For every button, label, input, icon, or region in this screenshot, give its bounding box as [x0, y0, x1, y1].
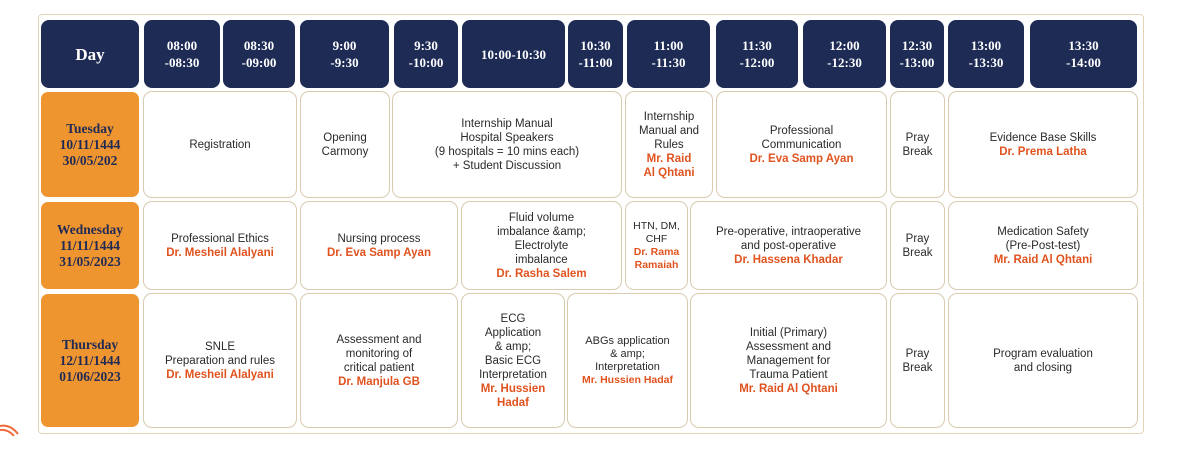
day-label: Thursday 12/11/1444 01/06/2023 — [59, 336, 121, 384]
day-label: Wednesday 11/11/1444 31/05/2023 — [56, 221, 124, 269]
slot-label: 9:00 -9:30 — [330, 38, 359, 70]
session-internship-speakers — [392, 91, 622, 198]
session-speaker: Mr. Hussien Hadaf — [480, 382, 546, 409]
slot-label: 10:30 -11:00 — [578, 38, 613, 70]
session-speaker: Mr. Raid Al Qhtani — [739, 382, 838, 395]
session-speaker: Dr. Mesheil Alalyani — [166, 368, 274, 381]
session-program-closing — [948, 293, 1138, 428]
slot-label: 10:00-10:30 — [481, 46, 546, 62]
session-pray-break — [890, 91, 945, 198]
session-title: Professional Communication — [761, 124, 842, 151]
session-ecg — [461, 293, 565, 428]
session-title: Evidence Base Skills — [989, 131, 1097, 144]
slot-label: 08:00 -08:30 — [164, 38, 200, 70]
header-day-label: Day — [75, 44, 105, 64]
session-title: Initial (Primary) Assessment and Management for Trauma Patient — [745, 326, 831, 381]
session-speaker: Dr. Rama Ramaiah — [633, 245, 680, 271]
session-title: ECG Application & amp; Basic ECG Interpretation — [479, 312, 547, 381]
header-slot-0800 — [144, 20, 220, 88]
session-speaker: Dr. Eva Samp Ayan — [749, 152, 854, 165]
session-title: Internship Manual and Rules — [638, 110, 700, 151]
session-title: Pre-operative, intraoperative and post-operative — [715, 225, 862, 252]
header-slot-1230 — [890, 20, 944, 88]
session-opening — [300, 91, 390, 198]
session-title: Internship Manual Hospital Speakers (9 hospitals = 10 mins each) + Student Discussion — [434, 117, 580, 172]
session-title: Program evaluation and closing — [993, 347, 1093, 374]
session-speaker: Mr. Raid Al Qhtani — [643, 152, 695, 179]
header-slot-1100 — [627, 20, 710, 88]
slot-label: 13:30 -14:00 — [1066, 38, 1101, 70]
slot-label: 12:30 -13:00 — [899, 38, 935, 70]
slot-label: 11:30 -12:00 — [739, 38, 775, 70]
session-speaker: Dr. Manjula GB — [338, 375, 420, 388]
header-slot-1300 — [948, 20, 1024, 88]
day-thursday — [41, 294, 139, 427]
session-title: Pray Break — [902, 232, 933, 259]
day-label: Tuesday 10/11/1444 30/05/202 — [59, 120, 121, 168]
header-slot-1030 — [568, 20, 623, 88]
slot-label: 13:00 -13:30 — [968, 38, 1004, 70]
session-title: Professional Ethics — [171, 232, 269, 245]
session-speaker: Dr. Hassena Khadar — [734, 253, 843, 266]
session-title: Fluid volume imbalance &amp; Electrolyte imbalance — [497, 211, 586, 266]
slot-label: 9:30 -10:00 — [408, 38, 444, 70]
session-professional-communication — [716, 91, 887, 198]
session-nursing-process — [300, 201, 458, 290]
session-title: Pray Break — [902, 347, 933, 374]
session-pray-break — [890, 201, 945, 290]
header-slot-1330 — [1030, 20, 1137, 88]
header-slot-1130 — [716, 20, 798, 88]
session-speaker: Dr. Prema Latha — [999, 145, 1087, 158]
session-speaker: Dr. Eva Samp Ayan — [327, 246, 431, 259]
session-fluid-volume — [461, 201, 622, 290]
session-evidence-base — [948, 91, 1138, 198]
session-registration — [143, 91, 297, 198]
session-title: Nursing process — [337, 232, 421, 245]
slot-label: 12:00 -12:30 — [827, 38, 862, 70]
session-title: Medication Safety (Pre-Post-test) — [997, 225, 1089, 252]
day-wednesday — [41, 202, 139, 289]
slot-label: 11:00 -11:30 — [651, 38, 686, 70]
session-abgs — [567, 293, 688, 428]
session-internship-rules — [625, 91, 713, 198]
session-pray-break — [890, 293, 945, 428]
header-slot-1200 — [803, 20, 886, 88]
session-perioperative — [690, 201, 887, 290]
session-assessment-critical — [300, 293, 458, 428]
header-day — [41, 20, 139, 88]
header-slot-0930 — [394, 20, 458, 88]
session-title: ABGs application & amp; Interpretation — [585, 334, 670, 373]
session-speaker: Mr. Raid Al Qhtani — [993, 253, 1093, 266]
session-title: Assessment and monitoring of critical patient — [336, 333, 422, 374]
session-title: HTN, DM, CHF — [633, 219, 680, 245]
header-slot-0830 — [223, 20, 295, 88]
header-slot-1000 — [462, 20, 565, 88]
session-title: SNLE Preparation and rules — [165, 340, 275, 367]
session-title: Opening Carmony — [321, 131, 369, 158]
session-title: Pray Break — [902, 131, 933, 158]
slot-label: 08:30 -09:00 — [241, 38, 277, 70]
corner-decoration-icon — [0, 412, 22, 436]
session-title: Registration — [189, 138, 251, 151]
header-slot-0900 — [300, 20, 389, 88]
session-htn-dm-chf — [625, 201, 688, 290]
session-professional-ethics — [143, 201, 297, 290]
session-snle — [143, 293, 297, 428]
day-tuesday — [41, 92, 139, 197]
session-speaker: Mr. Hussien Hadaf — [581, 373, 674, 386]
session-speaker: Dr. Rasha Salem — [496, 267, 587, 280]
session-speaker: Dr. Mesheil Alalyani — [166, 246, 274, 259]
session-medication-safety — [948, 201, 1138, 290]
session-trauma — [690, 293, 887, 428]
